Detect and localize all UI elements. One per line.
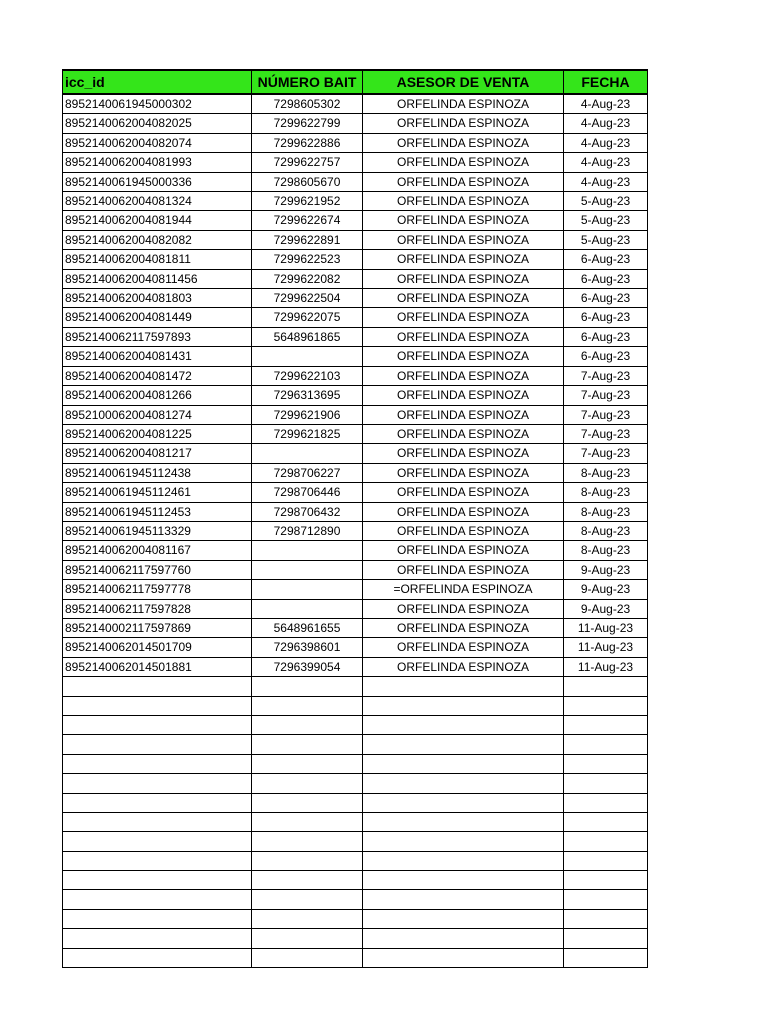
table-row [63,851,648,870]
cell-numero-bait[interactable] [252,909,363,928]
cell-numero-bait[interactable]: 7299622075 [252,308,363,327]
table-row [63,696,648,715]
cell-asesor-de-venta[interactable]: ORFELINDA ESPINOZA [363,483,564,502]
cell-numero-bait[interactable]: 7299622891 [252,230,363,249]
cell-fecha[interactable]: 11-Aug-23 [564,618,648,637]
cell-fecha[interactable] [564,909,648,928]
cell-icc-id[interactable] [63,754,252,773]
cell-asesor-de-venta[interactable] [363,929,564,948]
cell-asesor-de-venta[interactable] [363,851,564,870]
cell-icc-id[interactable]: 8952140061945112461 [63,483,252,502]
header-row [63,70,648,94]
cell-asesor-de-venta[interactable] [363,909,564,928]
cell-numero-bait[interactable]: 7299622504 [252,289,363,308]
cell-asesor-de-venta[interactable] [363,832,564,851]
cell-icc-id[interactable]: 8952140062004081167 [63,541,252,560]
cell-icc-id[interactable]: 8952140062004082082 [63,230,252,249]
cell-fecha[interactable]: 6-Aug-23 [564,289,648,308]
cell-icc-id[interactable] [63,948,252,967]
cell-icc-id[interactable]: 8952140061945000302 [63,94,252,114]
cell-numero-bait[interactable]: 7299622103 [252,366,363,385]
cell-numero-bait[interactable]: 7298712890 [252,521,363,540]
cell-icc-id[interactable]: 8952140062004081811 [63,250,252,269]
cell-fecha[interactable]: 8-Aug-23 [564,502,648,521]
cell-numero-bait[interactable]: 5648961655 [252,618,363,637]
cell-numero-bait[interactable]: 7299621906 [252,405,363,424]
cell-asesor-de-venta[interactable] [363,948,564,967]
cell-numero-bait[interactable]: 7299622082 [252,269,363,288]
cell-fecha[interactable]: 9-Aug-23 [564,599,648,618]
cell-fecha[interactable] [564,793,648,812]
table-row [63,172,648,191]
cell-icc-id[interactable]: 8952140061945112453 [63,502,252,521]
table-row [63,715,648,734]
cell-icc-id[interactable]: 8952140062004081472 [63,366,252,385]
cell-asesor-de-venta[interactable]: ORFELINDA ESPINOZA [363,153,564,172]
table-body [63,94,648,968]
table-row [63,560,648,579]
header-asesor-de-venta[interactable]: ASESOR DE VENTA [363,70,564,94]
cell-fecha[interactable]: 6-Aug-23 [564,327,648,346]
cell-fecha[interactable] [564,948,648,967]
cell-asesor-de-venta[interactable]: ORFELINDA ESPINOZA [363,618,564,637]
cell-asesor-de-venta[interactable]: ORFELINDA ESPINOZA [363,657,564,676]
cell-numero-bait[interactable] [252,677,363,696]
cell-icc-id[interactable]: 8952140062004082074 [63,133,252,152]
cell-asesor-de-venta[interactable]: ORFELINDA ESPINOZA [363,444,564,463]
cell-numero-bait[interactable]: 7296313695 [252,386,363,405]
cell-fecha[interactable]: 4-Aug-23 [564,94,648,114]
cell-asesor-de-venta[interactable] [363,696,564,715]
table-row [63,424,648,443]
cell-icc-id[interactable]: 8952140062004081993 [63,153,252,172]
cell-asesor-de-venta[interactable]: ORFELINDA ESPINOZA [363,347,564,366]
cell-numero-bait[interactable] [252,541,363,560]
cell-icc-id[interactable]: 8952140062117597828 [63,599,252,618]
cell-icc-id[interactable]: 8952140062117597760 [63,560,252,579]
cell-icc-id[interactable]: 8952140062004081217 [63,444,252,463]
cell-asesor-de-venta[interactable] [363,812,564,831]
cell-numero-bait[interactable] [252,444,363,463]
cell-numero-bait[interactable] [252,948,363,967]
cell-icc-id[interactable] [63,715,252,734]
cell-icc-id[interactable]: 8952140062117597778 [63,580,252,599]
cell-fecha[interactable]: 11-Aug-23 [564,638,648,657]
cell-asesor-de-venta[interactable]: =ORFELINDA ESPINOZA [363,580,564,599]
cell-asesor-de-venta[interactable] [363,774,564,793]
cell-icc-id[interactable]: 8952140061945113329 [63,521,252,540]
cell-asesor-de-venta[interactable] [363,677,564,696]
cell-icc-id[interactable] [63,851,252,870]
cell-icc-id[interactable]: 8952140062004081944 [63,211,252,230]
cell-fecha[interactable]: 6-Aug-23 [564,250,648,269]
cell-asesor-de-venta[interactable] [363,793,564,812]
table-row [63,774,648,793]
cell-icc-id[interactable] [63,909,252,928]
cell-asesor-de-venta[interactable]: ORFELINDA ESPINOZA [363,289,564,308]
cell-numero-bait[interactable] [252,715,363,734]
cell-fecha[interactable]: 5-Aug-23 [564,211,648,230]
cell-numero-bait[interactable]: 7299622523 [252,250,363,269]
table-row [63,483,648,502]
table-row [63,812,648,831]
cell-asesor-de-venta[interactable]: ORFELINDA ESPINOZA [363,250,564,269]
cell-fecha[interactable]: 7-Aug-23 [564,386,648,405]
cell-icc-id[interactable] [63,890,252,909]
cell-fecha[interactable]: 4-Aug-23 [564,133,648,152]
cell-asesor-de-venta[interactable] [363,735,564,754]
cell-icc-id[interactable] [63,793,252,812]
header-icc-id[interactable]: icc_id [63,70,252,94]
cell-numero-bait[interactable]: 7299622799 [252,114,363,133]
cell-numero-bait[interactable] [252,929,363,948]
cell-icc-id[interactable] [63,774,252,793]
cell-asesor-de-venta[interactable]: ORFELINDA ESPINOZA [363,463,564,482]
table-row [63,444,648,463]
cell-fecha[interactable]: 6-Aug-23 [564,269,648,288]
table-row [63,347,648,366]
table-row [63,929,648,948]
cell-fecha[interactable]: 9-Aug-23 [564,580,648,599]
cell-icc-id[interactable]: 8952140062004081431 [63,347,252,366]
cell-numero-bait[interactable] [252,890,363,909]
cell-fecha[interactable] [564,677,648,696]
cell-asesor-de-venta[interactable]: ORFELINDA ESPINOZA [363,599,564,618]
table-row [63,871,648,890]
cell-asesor-de-venta[interactable]: ORFELINDA ESPINOZA [363,308,564,327]
cell-fecha[interactable] [564,735,648,754]
cell-asesor-de-venta[interactable]: ORFELINDA ESPINOZA [363,424,564,443]
table-row [63,793,648,812]
cell-icc-id[interactable]: 8952140062004081324 [63,192,252,211]
table-row [63,618,648,637]
cell-fecha[interactable]: 9-Aug-23 [564,560,648,579]
header-numero-bait[interactable]: NÚMERO BAIT [252,70,363,94]
cell-fecha[interactable] [564,871,648,890]
cell-icc-id[interactable] [63,696,252,715]
cell-asesor-de-venta[interactable] [363,754,564,773]
cell-fecha[interactable] [564,929,648,948]
cell-asesor-de-venta[interactable]: ORFELINDA ESPINOZA [363,133,564,152]
table-row [63,230,648,249]
cell-numero-bait[interactable] [252,347,363,366]
cell-numero-bait[interactable] [252,754,363,773]
cell-numero-bait[interactable]: 7298706227 [252,463,363,482]
cell-numero-bait[interactable]: 7299622757 [252,153,363,172]
cell-fecha[interactable]: 4-Aug-23 [564,153,648,172]
table-row [63,153,648,172]
cell-icc-id[interactable]: 8952140062004082025 [63,114,252,133]
table-row [63,269,648,288]
cell-fecha[interactable]: 8-Aug-23 [564,483,648,502]
cell-asesor-de-venta[interactable]: ORFELINDA ESPINOZA [363,541,564,560]
cell-fecha[interactable] [564,754,648,773]
cell-asesor-de-venta[interactable]: ORFELINDA ESPINOZA [363,230,564,249]
cell-numero-bait[interactable] [252,696,363,715]
cell-numero-bait[interactable] [252,793,363,812]
cell-fecha[interactable] [564,812,648,831]
cell-numero-bait[interactable]: 7299622674 [252,211,363,230]
cell-asesor-de-venta[interactable]: ORFELINDA ESPINOZA [363,192,564,211]
cell-numero-bait[interactable] [252,871,363,890]
table-row [63,250,648,269]
cell-icc-id[interactable] [63,812,252,831]
cell-asesor-de-venta[interactable] [363,871,564,890]
cell-asesor-de-venta[interactable]: ORFELINDA ESPINOZA [363,327,564,346]
cell-asesor-de-venta[interactable]: ORFELINDA ESPINOZA [363,366,564,385]
table-row [63,114,648,133]
cell-fecha[interactable]: 11-Aug-23 [564,657,648,676]
cell-asesor-de-venta[interactable] [363,715,564,734]
cell-icc-id[interactable]: 8952140062004081225 [63,424,252,443]
table-row [63,502,648,521]
cell-icc-id[interactable] [63,677,252,696]
cell-fecha[interactable] [564,890,648,909]
cell-fecha[interactable]: 7-Aug-23 [564,366,648,385]
cell-asesor-de-venta[interactable] [363,890,564,909]
cell-icc-id[interactable]: 8952140061945112438 [63,463,252,482]
cell-fecha[interactable] [564,851,648,870]
cell-numero-bait[interactable] [252,832,363,851]
cell-fecha[interactable]: 6-Aug-23 [564,308,648,327]
table-row [63,308,648,327]
table-row [63,94,648,114]
table-row [63,133,648,152]
cell-icc-id[interactable]: 8952140062014501881 [63,657,252,676]
cell-numero-bait[interactable]: 7299621952 [252,192,363,211]
cell-asesor-de-venta[interactable]: ORFELINDA ESPINOZA [363,211,564,230]
table-row [63,599,648,618]
table-row [63,463,648,482]
cell-icc-id[interactable]: 8952140062004081803 [63,289,252,308]
cell-asesor-de-venta[interactable]: ORFELINDA ESPINOZA [363,114,564,133]
cell-icc-id[interactable]: 8952140062014501709 [63,638,252,657]
cell-fecha[interactable]: 5-Aug-23 [564,192,648,211]
cell-numero-bait[interactable] [252,599,363,618]
cell-numero-bait[interactable]: 7298706446 [252,483,363,502]
cell-numero-bait[interactable] [252,851,363,870]
cell-icc-id[interactable] [63,832,252,851]
table-row [63,832,648,851]
cell-fecha[interactable]: 8-Aug-23 [564,463,648,482]
table-row [63,211,648,230]
table-row [63,735,648,754]
cell-fecha[interactable]: 5-Aug-23 [564,230,648,249]
cell-icc-id[interactable]: 8952140062004081449 [63,308,252,327]
cell-numero-bait[interactable] [252,560,363,579]
table-row [63,580,648,599]
cell-icc-id[interactable]: 8952140061945000336 [63,172,252,191]
cell-numero-bait[interactable]: 7298605670 [252,172,363,191]
table-row [63,657,648,676]
cell-numero-bait[interactable]: 7299622886 [252,133,363,152]
table-row [63,541,648,560]
cell-asesor-de-venta[interactable]: ORFELINDA ESPINOZA [363,521,564,540]
cell-numero-bait[interactable] [252,735,363,754]
table-row [63,289,648,308]
cell-asesor-de-venta[interactable]: ORFELINDA ESPINOZA [363,269,564,288]
cell-fecha[interactable]: 4-Aug-23 [564,114,648,133]
cell-asesor-de-venta[interactable]: ORFELINDA ESPINOZA [363,386,564,405]
cell-numero-bait[interactable] [252,812,363,831]
table-row [63,754,648,773]
table-row [63,638,648,657]
cell-fecha[interactable]: 7-Aug-23 [564,405,648,424]
cell-fecha[interactable]: 7-Aug-23 [564,444,648,463]
cell-icc-id[interactable]: 8952140002117597869 [63,618,252,637]
cell-icc-id[interactable]: 8952140062117597893 [63,327,252,346]
table-row [63,521,648,540]
cell-icc-id[interactable] [63,735,252,754]
cell-numero-bait[interactable]: 7299621825 [252,424,363,443]
cell-asesor-de-venta[interactable]: ORFELINDA ESPINOZA [363,172,564,191]
cell-numero-bait[interactable] [252,774,363,793]
cell-numero-bait[interactable]: 7296399054 [252,657,363,676]
cell-icc-id[interactable]: 8952140062004081266 [63,386,252,405]
cell-fecha[interactable]: 8-Aug-23 [564,541,648,560]
cell-fecha[interactable] [564,774,648,793]
cell-numero-bait[interactable]: 7298706432 [252,502,363,521]
cell-fecha[interactable] [564,696,648,715]
cell-icc-id[interactable] [63,871,252,890]
cell-fecha[interactable]: 7-Aug-23 [564,424,648,443]
table-row [63,192,648,211]
cell-asesor-de-venta[interactable]: ORFELINDA ESPINOZA [363,638,564,657]
cell-numero-bait[interactable]: 5648961865 [252,327,363,346]
cell-fecha[interactable] [564,832,648,851]
table-row [63,677,648,696]
table-row [63,386,648,405]
table-row [63,405,648,424]
header-fecha[interactable]: FECHA [564,70,648,94]
cell-asesor-de-venta[interactable]: ORFELINDA ESPINOZA [363,502,564,521]
cell-fecha[interactable]: 4-Aug-23 [564,172,648,191]
cell-numero-bait[interactable] [252,580,363,599]
cell-asesor-de-venta[interactable]: ORFELINDA ESPINOZA [363,405,564,424]
cell-fecha[interactable]: 6-Aug-23 [564,347,648,366]
cell-numero-bait[interactable]: 7298605302 [252,94,363,114]
table-row [63,327,648,346]
cell-asesor-de-venta[interactable]: ORFELINDA ESPINOZA [363,560,564,579]
table-row [63,948,648,967]
table-row [63,890,648,909]
cell-icc-id[interactable]: 89521400620040811456 [63,269,252,288]
table-row [63,366,648,385]
cell-asesor-de-venta[interactable]: ORFELINDA ESPINOZA [363,94,564,114]
cell-fecha[interactable] [564,715,648,734]
cell-numero-bait[interactable]: 7296398601 [252,638,363,657]
spreadsheet-table [62,69,648,968]
cell-fecha[interactable]: 8-Aug-23 [564,521,648,540]
cell-icc-id[interactable]: 8952100062004081274 [63,405,252,424]
table-row [63,909,648,928]
cell-icc-id[interactable] [63,929,252,948]
